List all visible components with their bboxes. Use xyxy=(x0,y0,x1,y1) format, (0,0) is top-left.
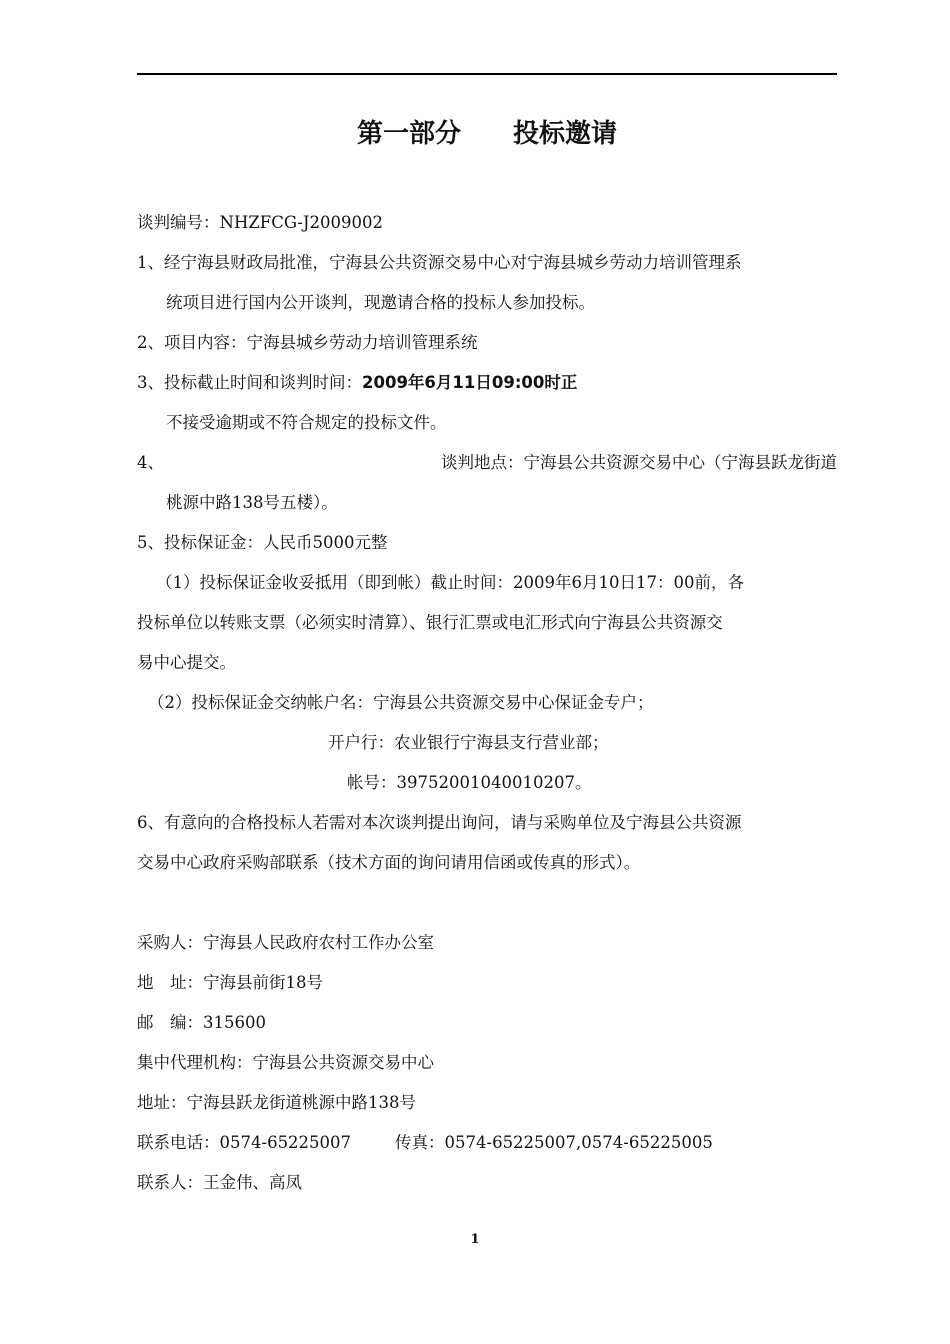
page-title: 第一部分 投标邀请 xyxy=(356,119,617,149)
item4-number: 4、 xyxy=(137,453,164,472)
contact-people: 联系人：王金伟、高凤 xyxy=(137,1173,302,1192)
buyer-address: 地 址：宁海县前街18号 xyxy=(137,973,323,992)
page-number: 1 xyxy=(470,1232,480,1247)
item5-bank: 开户行：农业银行宁海县支行营业部； xyxy=(328,733,609,752)
item3-prefix: 3、投标截止时间和谈判时间： xyxy=(137,373,362,392)
item1-line1: 1、经宁海县财政局批准，宁海县公共资源交易中心对宁海县城乡劳动力培训管理系 xyxy=(137,253,742,272)
contact-phone: 联系电话：0574-65225007 xyxy=(137,1133,352,1152)
item5-heading: 5、投标保证金：人民币5000元整 xyxy=(137,533,388,552)
agency: 集中代理机构：宁海县公共资源交易中心 xyxy=(137,1053,434,1072)
item2-project-content: 2、项目内容：宁海县城乡劳动力培训管理系统 xyxy=(137,333,478,352)
item5-p2-line1: （2）投标保证金交纳帐户名：宁海县公共资源交易中心保证金专户； xyxy=(148,693,654,712)
contact-fax: 传真：0574-65225007,0574-65225005 xyxy=(395,1133,713,1152)
item5-p1-line1: （1）投标保证金收妥抵用（即到帐）截止时间：2009年6月10日17：00前，各 xyxy=(156,573,744,592)
header-rule xyxy=(137,73,837,75)
item5-p1-line2: 投标单位以转账支票（必须实时清算）、银行汇票或电汇形式向宁海县公共资源交 xyxy=(137,613,723,632)
item6-line2: 交易中心政府采购部联系（技术方面的询问请用信函或传真的形式）。 xyxy=(137,853,641,872)
agency-address: 地址：宁海县跃龙街道桃源中路138号 xyxy=(137,1093,416,1112)
item3-time: 2009年6月11日09:00时正 xyxy=(362,373,578,392)
postcode: 邮 编：315600 xyxy=(137,1013,266,1032)
item5-account: 帐号：39752001040010207。 xyxy=(347,773,592,792)
item3-deadline xyxy=(137,372,577,394)
negotiation-number: 谈判编号：NHZFCG-J2009002 xyxy=(137,213,384,232)
item4-line2: 桃源中路138号五楼）。 xyxy=(166,493,338,512)
item5-p1-line3: 易中心提交。 xyxy=(137,653,236,672)
item4-location: 谈判地点：宁海县公共资源交易中心（宁海县跃龙街道 xyxy=(441,453,837,472)
item4-line1 xyxy=(137,452,837,474)
item3-note: 不接受逾期或不符合规定的投标文件。 xyxy=(166,413,447,432)
buyer: 采购人：宁海县人民政府农村工作办公室 xyxy=(137,933,434,952)
item1-line2: 统项目进行国内公开谈判，现邀请合格的投标人参加投标。 xyxy=(166,293,595,312)
item6-line1: 6、有意向的合格投标人若需对本次谈判提出询问，请与采购单位及宁海县公共资源 xyxy=(137,813,742,832)
